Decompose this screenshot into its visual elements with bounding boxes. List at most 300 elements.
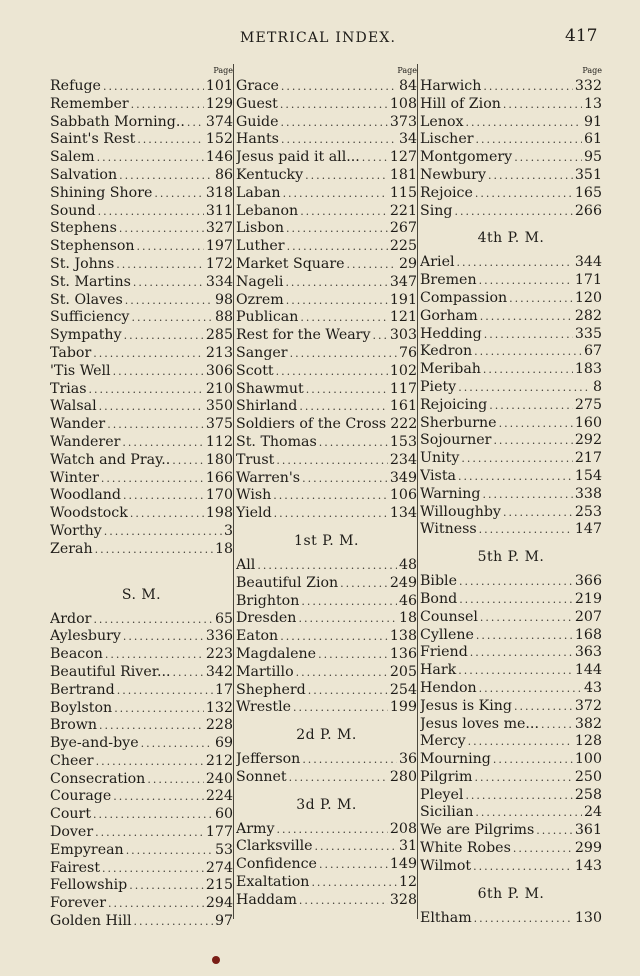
entry-list — [50, 78, 233, 559]
page-ref: 115 — [389, 184, 417, 201]
page-ref: 253 — [574, 503, 602, 520]
index-entry — [420, 769, 602, 787]
tune-name: Friend — [420, 644, 468, 661]
leader-dots — [372, 327, 387, 345]
leader-dots — [289, 769, 388, 787]
index-entry — [50, 185, 233, 203]
leader-dots — [154, 185, 204, 203]
tune-name: Ardor — [50, 610, 92, 627]
leader-dots — [503, 504, 573, 522]
page-ref: 170 — [205, 487, 233, 504]
tune-name: Winter — [50, 469, 99, 486]
page-ref: 24 — [583, 804, 602, 821]
page-ref: 217 — [574, 450, 602, 467]
tune-name: Pleyel — [420, 786, 464, 803]
page-ref: 134 — [389, 505, 417, 522]
tune-name: Laban — [236, 184, 281, 201]
leader-dots — [141, 735, 213, 753]
section-spacer — [50, 559, 233, 577]
page-ref: 181 — [389, 166, 417, 183]
index-entry — [50, 700, 233, 718]
leader-dots — [474, 343, 582, 361]
page-ref: 292 — [574, 432, 602, 449]
tune-name: Haddam — [236, 891, 297, 908]
page-ref: 254 — [389, 681, 417, 698]
leader-dots — [475, 185, 573, 203]
page-ref: 36 — [398, 751, 417, 768]
index-entry — [236, 96, 417, 114]
index-entry — [420, 167, 602, 185]
index-entry — [50, 487, 233, 505]
leader-dots — [541, 716, 573, 734]
index-entry — [236, 487, 417, 505]
tune-name: Sicilian — [420, 804, 474, 821]
leader-dots — [276, 363, 388, 381]
index-column-2 — [236, 64, 417, 910]
index-entry — [50, 771, 233, 789]
section-heading-4th-pm: 4th P. M. — [477, 230, 545, 247]
page-ref: 48 — [398, 556, 417, 573]
leader-dots — [277, 821, 388, 839]
leader-dots — [122, 434, 204, 452]
leader-dots — [474, 910, 573, 928]
leader-dots — [116, 256, 204, 274]
tune-name: Meribah — [420, 361, 481, 378]
leader-dots — [476, 131, 582, 149]
tune-name: Mercy — [420, 733, 466, 750]
tune-name: Harwich — [420, 78, 482, 94]
section-heading-sm: S. M. — [121, 586, 162, 603]
page-ref: 102 — [389, 362, 417, 379]
leader-dots — [113, 363, 204, 381]
page-ref: 347 — [389, 273, 417, 290]
page-ref: 234 — [389, 451, 417, 468]
tune-name: Luther — [236, 238, 285, 255]
leader-dots — [305, 167, 388, 185]
leader-dots — [474, 769, 572, 787]
index-entry — [50, 470, 233, 488]
leader-dots — [315, 838, 397, 856]
leader-dots — [458, 468, 573, 486]
page-ref: 228 — [205, 717, 233, 734]
page-ref: 46 — [398, 592, 417, 609]
leader-dots — [98, 203, 204, 221]
index-entry — [50, 523, 233, 541]
index-entry — [236, 256, 417, 274]
ink-blot-mark — [212, 956, 220, 964]
index-entry — [50, 416, 233, 434]
leader-dots — [281, 114, 388, 132]
page-ref: 143 — [574, 857, 602, 874]
tune-name: Jefferson — [236, 751, 301, 768]
leader-dots — [293, 699, 388, 717]
page-ref: 327 — [205, 220, 233, 237]
tune-name: Bond — [420, 590, 458, 607]
leader-dots — [172, 452, 204, 470]
index-entry — [420, 858, 602, 876]
index-entry — [236, 874, 417, 892]
leader-dots — [480, 308, 573, 326]
leader-dots — [503, 96, 582, 114]
tune-name: Bremen — [420, 272, 477, 289]
index-entry — [236, 699, 417, 717]
entry-list — [420, 254, 602, 539]
leader-dots — [95, 541, 213, 559]
index-entry — [50, 398, 233, 416]
index-entry — [236, 363, 417, 381]
page-ref: 147 — [574, 521, 602, 538]
page-ref: 344 — [574, 254, 602, 271]
leader-dots — [362, 149, 388, 167]
page-ref: 127 — [389, 149, 417, 166]
tune-name: Jesus paid it all... — [236, 149, 360, 166]
index-entry — [50, 842, 233, 860]
tune-name: Guide — [236, 113, 279, 130]
tune-name: Shirland — [236, 398, 298, 415]
leader-dots — [509, 290, 573, 308]
index-entry — [50, 806, 233, 824]
leader-dots — [311, 874, 397, 892]
leader-dots — [137, 238, 204, 256]
leader-dots — [300, 203, 388, 221]
index-entry — [420, 114, 602, 132]
page-ref: 224 — [205, 788, 233, 805]
index-entry — [420, 290, 602, 308]
index-entry — [236, 292, 417, 310]
tune-name: Shawmut — [236, 380, 304, 397]
page-ref: 53 — [214, 841, 233, 858]
tune-name: Beautiful Zion — [236, 574, 339, 591]
tune-name: Rejoicing — [420, 396, 488, 413]
leader-dots — [536, 822, 573, 840]
tune-name: White Robes — [420, 840, 511, 857]
page-ref: 212 — [205, 752, 233, 769]
leader-dots — [147, 771, 204, 789]
tune-name: Army — [236, 820, 275, 837]
index-entry — [420, 361, 602, 379]
leader-dots — [93, 806, 213, 824]
page-ref: 266 — [574, 202, 602, 219]
tune-name: St. Johns — [50, 255, 115, 272]
leader-dots — [499, 415, 573, 433]
page-ref: 65 — [214, 610, 233, 627]
index-entry — [50, 664, 233, 682]
leader-dots — [461, 450, 573, 468]
page-ref: 285 — [205, 327, 233, 344]
column-divider — [233, 64, 234, 919]
index-entry — [420, 644, 602, 662]
entry-list — [236, 557, 417, 717]
page-ref: 213 — [205, 344, 233, 361]
index-entry — [236, 821, 417, 839]
leader-dots — [129, 877, 204, 895]
page-ref: 34 — [398, 131, 417, 148]
leader-dots — [319, 856, 388, 874]
index-entry — [236, 274, 417, 292]
index-entry — [50, 363, 233, 381]
page-ref: 250 — [574, 768, 602, 785]
leader-dots — [296, 664, 388, 682]
index-entry — [50, 149, 233, 167]
leader-dots — [290, 345, 397, 363]
leader-dots — [93, 611, 213, 629]
page-ref: 12 — [398, 874, 417, 891]
index-entry — [420, 450, 602, 468]
leader-dots — [123, 487, 204, 505]
index-entry — [236, 398, 417, 416]
page-ref: 18 — [398, 610, 417, 627]
page-ref: 146 — [205, 149, 233, 166]
page-ref: 67 — [583, 343, 602, 360]
index-entry — [236, 575, 417, 593]
tune-name: Fairest — [50, 859, 101, 876]
leader-dots — [299, 398, 388, 416]
page-ref: 374 — [205, 113, 233, 130]
tune-name: We are Pilgrims — [420, 822, 535, 839]
tune-name: Empyrean — [50, 841, 124, 858]
index-entry — [236, 838, 417, 856]
leader-dots — [318, 646, 388, 664]
page-ref: 375 — [205, 416, 233, 433]
tune-name: Stephenson — [50, 238, 135, 255]
page-ref: 98 — [214, 291, 233, 308]
page-ref: 342 — [205, 663, 233, 680]
tune-name: Scott — [236, 362, 274, 379]
tune-name: Trust — [236, 451, 275, 468]
page-ref: 225 — [389, 238, 417, 255]
index-entry — [420, 591, 602, 609]
page-ref: 108 — [389, 95, 417, 112]
page-ref: 366 — [574, 573, 602, 590]
index-entry — [236, 309, 417, 327]
tune-name: Sabbath Morning.. — [50, 113, 185, 130]
page-ref: 13 — [583, 95, 602, 112]
page-ref: 338 — [574, 485, 602, 502]
tune-name: Bible — [420, 573, 457, 590]
leader-dots — [468, 733, 573, 751]
entry-list — [420, 573, 602, 876]
index-entry — [50, 309, 233, 327]
index-entry — [236, 682, 417, 700]
tune-name: Hants — [236, 131, 279, 148]
page-ref: 95 — [583, 149, 602, 166]
index-entry — [420, 910, 602, 928]
leader-dots — [457, 254, 573, 272]
entry-list — [236, 78, 417, 523]
leader-dots — [306, 381, 388, 399]
page-column-label: Page — [397, 66, 417, 75]
page-ref: 328 — [389, 891, 417, 908]
leader-dots — [298, 610, 396, 628]
tune-name: Forever — [50, 895, 106, 912]
section-heading-5th-pm: 5th P. M. — [477, 549, 545, 566]
page-ref: 160 — [574, 414, 602, 431]
leader-dots — [287, 238, 388, 256]
leader-dots — [126, 842, 213, 860]
leader-dots — [119, 220, 204, 238]
index-entry — [420, 822, 602, 840]
leader-dots — [302, 751, 397, 769]
index-entry — [236, 149, 417, 167]
leader-dots — [458, 379, 591, 397]
tune-name: Sojourner — [420, 432, 492, 449]
leader-dots — [97, 149, 204, 167]
page-ref: 205 — [389, 663, 417, 680]
page-ref: 117 — [389, 380, 417, 397]
tune-name: Woodland — [50, 487, 121, 504]
leader-dots — [483, 361, 573, 379]
page-title: METRICAL INDEX. — [240, 30, 397, 46]
index-entry — [50, 753, 233, 771]
leader-dots — [479, 680, 582, 698]
leader-dots — [119, 167, 213, 185]
index-entry — [236, 114, 417, 132]
leader-dots — [95, 824, 204, 842]
index-entry — [420, 149, 602, 167]
tune-name: Shining Shore — [50, 184, 153, 201]
page-ref: 215 — [205, 877, 233, 894]
index-entry — [420, 733, 602, 751]
index-entry — [50, 541, 233, 559]
tune-name: Salvation — [50, 166, 118, 183]
leader-dots — [137, 131, 204, 149]
page-ref: 258 — [574, 786, 602, 803]
tune-name: Consecration — [50, 770, 146, 787]
page-ref: 17 — [214, 681, 233, 698]
tune-name: Boylston — [50, 699, 113, 716]
leader-dots — [340, 575, 388, 593]
index-entry — [50, 220, 233, 238]
page-ref: 222 — [390, 416, 417, 433]
leader-dots — [299, 892, 388, 910]
tune-name: Lischer — [420, 131, 474, 148]
index-entry — [420, 308, 602, 326]
tune-name: Watch and Pray.. — [50, 451, 171, 468]
leader-dots — [514, 149, 582, 167]
tune-name: Sonnet — [236, 768, 287, 785]
tune-name: Brown — [50, 717, 98, 734]
index-entry — [420, 96, 602, 114]
leader-dots — [280, 96, 388, 114]
tune-name: Eltham — [420, 909, 472, 926]
tune-name: Nageli — [236, 273, 284, 290]
page-ref: 129 — [205, 95, 233, 112]
tune-name: Saint's Rest — [50, 131, 136, 148]
page-ref: 350 — [205, 398, 233, 415]
tune-name: Clarksville — [236, 838, 313, 855]
tune-name: Zerah — [50, 540, 93, 557]
index-entry — [50, 717, 233, 735]
page-ref: 18 — [214, 540, 233, 557]
tune-name: Trias — [50, 380, 87, 397]
page-ref: 132 — [205, 699, 233, 716]
tune-name: Compassion — [420, 289, 508, 306]
leader-dots — [465, 787, 572, 805]
page-ref: 372 — [574, 697, 602, 714]
page-ref: 191 — [389, 291, 417, 308]
page-ref: 121 — [389, 309, 417, 326]
index-entry — [236, 892, 417, 910]
index-entry — [236, 505, 417, 523]
page-ref: 199 — [389, 699, 417, 716]
page-ref: 144 — [574, 662, 602, 679]
leader-dots — [131, 309, 212, 327]
index-entry — [50, 646, 233, 664]
tune-name: Wilmot — [420, 857, 472, 874]
page-ref: 177 — [205, 824, 233, 841]
section-heading-1st-pm: 1st P. M. — [294, 532, 359, 549]
page-ref: 136 — [389, 645, 417, 662]
tune-name: Lebanon — [236, 202, 299, 219]
leader-dots — [102, 860, 204, 878]
page-ref: 97 — [214, 913, 233, 930]
tune-name: 'Tis Well — [50, 362, 111, 379]
tune-name: All — [236, 556, 256, 573]
index-entry — [236, 593, 417, 611]
leader-dots — [103, 78, 204, 96]
tune-name: Sanger — [236, 344, 288, 361]
page-ref: 373 — [389, 113, 417, 130]
tune-name: Salem — [50, 149, 95, 166]
page-ref: 154 — [574, 467, 602, 484]
page-ref: 334 — [205, 273, 233, 290]
page-ref: 351 — [574, 166, 602, 183]
index-entry — [50, 274, 233, 292]
index-entry — [236, 167, 417, 185]
tune-name: Rejoice — [420, 184, 473, 201]
page-ref: 335 — [574, 325, 602, 342]
index-entry — [420, 698, 602, 716]
leader-dots — [130, 505, 204, 523]
tune-name: Jesus loves me... — [420, 715, 539, 732]
page-ref: 274 — [205, 859, 233, 876]
index-entry — [420, 185, 602, 203]
page-ref: 197 — [205, 238, 233, 255]
tune-name: Martillo — [236, 663, 294, 680]
tune-name: Shepherd — [236, 681, 306, 698]
tune-name: Ariel — [420, 254, 455, 271]
index-entry — [420, 203, 602, 221]
index-entry — [420, 415, 602, 433]
page-ref: 91 — [583, 113, 602, 130]
page-ref: 166 — [205, 469, 233, 486]
tune-name: Lenox — [420, 113, 464, 130]
entry-list — [236, 751, 417, 787]
page-ref: 60 — [214, 806, 233, 823]
index-entry — [420, 680, 602, 698]
index-entry — [420, 379, 602, 397]
tune-name: Counsel — [420, 608, 478, 625]
index-entry — [236, 610, 417, 628]
page-column-label: Page — [582, 66, 602, 75]
leader-dots — [117, 682, 213, 700]
tune-name: Wander — [50, 416, 106, 433]
page-ref: 240 — [205, 770, 233, 787]
tune-name: Lisbon — [236, 220, 285, 237]
index-entry — [236, 452, 417, 470]
page-ref: 223 — [205, 646, 233, 663]
page-ref: 180 — [205, 451, 233, 468]
index-entry — [50, 860, 233, 878]
tune-name: Dover — [50, 824, 94, 841]
leader-dots — [473, 858, 573, 876]
leader-dots — [301, 593, 397, 611]
leader-dots — [280, 628, 388, 646]
index-entry — [236, 557, 417, 575]
leader-dots — [172, 664, 203, 682]
tune-name: St. Olaves — [50, 291, 123, 308]
index-entry — [420, 609, 602, 627]
